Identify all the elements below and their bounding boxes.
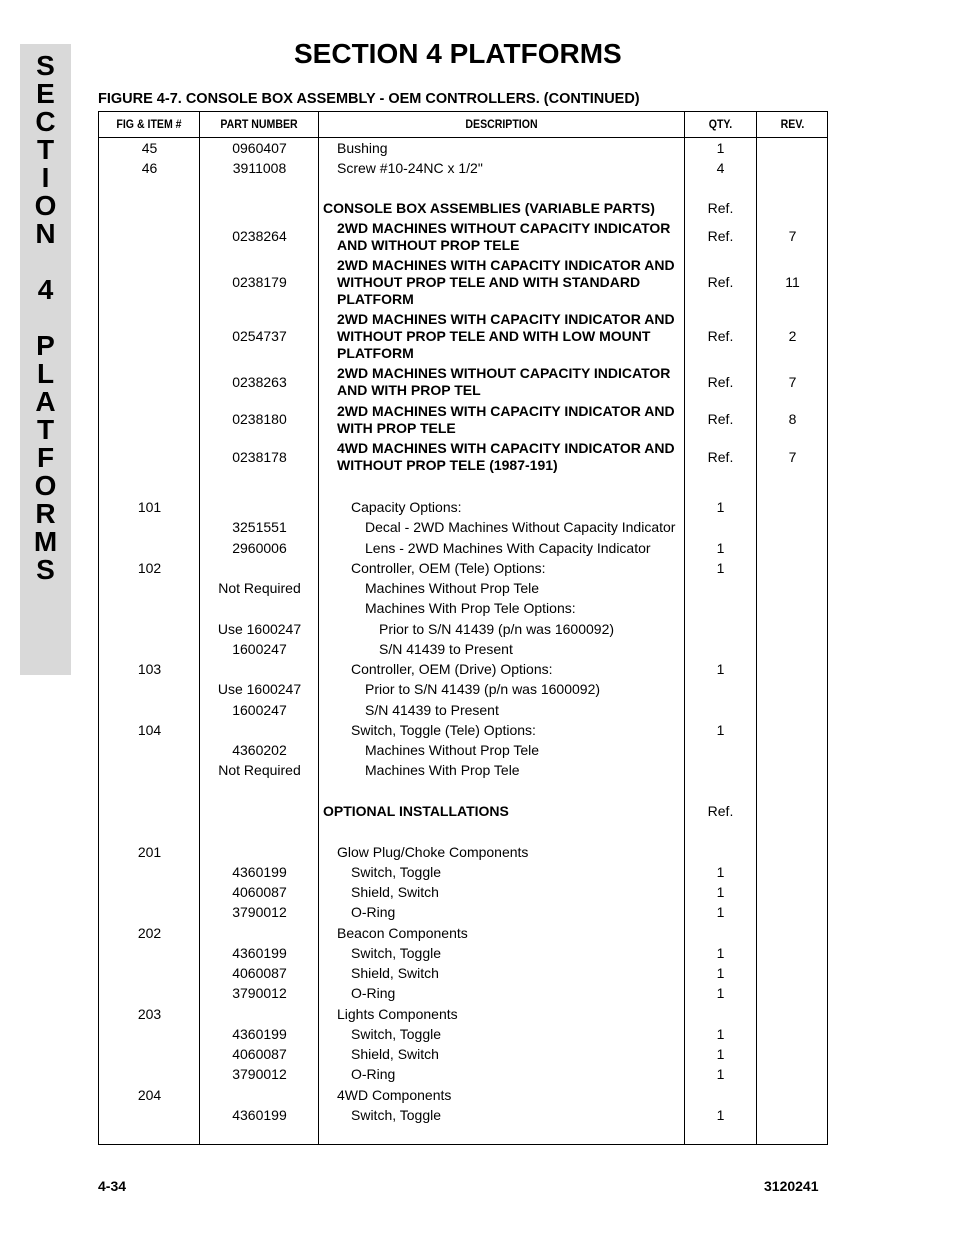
part-number-cell: 3790012 — [232, 904, 287, 920]
rev-cell — [757, 619, 828, 639]
qty-cell: 1 — [716, 721, 725, 738]
part-number-cell — [200, 923, 319, 943]
description-cell: Controller, OEM (Drive) Options: — [351, 660, 553, 677]
table-row — [99, 619, 827, 639]
qty-cell — [685, 923, 756, 943]
description-cell: Controller, OEM (Tele) Options: — [351, 559, 546, 576]
part-number-cell: 0238180 — [232, 411, 287, 427]
description-cell: Capacity Options: — [351, 498, 462, 515]
fig-item-cell — [99, 862, 200, 882]
table-row — [99, 438, 827, 476]
rev-cell — [757, 902, 828, 923]
table-row — [99, 740, 827, 760]
table-row — [99, 558, 827, 578]
rev-cell — [757, 558, 828, 578]
header-fig-item: FIG & ITEM # — [116, 117, 182, 131]
table-row — [99, 963, 827, 983]
table-row — [99, 943, 827, 963]
table-row — [99, 401, 827, 438]
parts-table — [98, 111, 828, 1145]
section-side-tab — [20, 44, 71, 675]
qty-cell — [685, 1085, 756, 1105]
rev-cell — [757, 538, 828, 558]
side-tab-letter: F — [36, 442, 55, 473]
part-number-cell: 4360199 — [232, 1106, 287, 1123]
part-number-cell: 4360202 — [232, 741, 287, 758]
figure-title: FIGURE 4-7. CONSOLE BOX ASSEMBLY - OEM CONTROLLERS. (CONTINUED) — [98, 91, 640, 107]
fig-item-cell — [99, 619, 200, 639]
fig-item-cell — [99, 598, 200, 619]
part-number-cell — [200, 842, 319, 862]
fig-item-cell: 102 — [137, 559, 162, 576]
fig-item-cell — [99, 1044, 200, 1064]
description-cell: 2WD MACHINES WITH CAPACITY INDICATOR AND WITH PROP TELE — [337, 402, 675, 436]
rev-cell — [757, 1044, 828, 1064]
fig-item-cell — [99, 639, 200, 659]
rev-cell — [757, 923, 828, 943]
side-tab-letter: M — [33, 526, 58, 557]
qty-cell: 1 — [716, 1066, 725, 1082]
description-cell: Prior to S/N 41439 (p/n was 1600092) — [365, 681, 601, 697]
table-row — [99, 1004, 827, 1024]
description-cell: Machines Without Prop Tele — [365, 579, 540, 596]
qty-cell: Ref. — [707, 273, 734, 290]
side-tab-letter: S — [36, 554, 55, 585]
table-row — [99, 760, 827, 781]
description-cell: 4WD MACHINES WITH CAPACITY INDICATOR AND WITHOUT PROP TELE (1987-191) — [337, 440, 675, 473]
qty-cell — [685, 517, 756, 538]
qty-cell — [685, 619, 756, 639]
qty-cell — [685, 679, 756, 700]
description-cell: S/N 41439 to Present — [379, 640, 513, 657]
side-tab-letter: C — [35, 106, 56, 137]
description-cell: Switch, Toggle — [351, 1025, 442, 1042]
rev-cell — [757, 862, 828, 882]
table-row — [99, 138, 827, 158]
rev-cell — [757, 1004, 828, 1024]
fig-item-cell: 204 — [137, 1086, 162, 1103]
table-row — [99, 1105, 827, 1125]
qty-cell: 4 — [716, 159, 725, 176]
section-title: SECTION 4 PLATFORMS — [294, 38, 622, 69]
fig-item-cell: 201 — [137, 843, 162, 860]
qty-cell: 1 — [716, 1025, 725, 1042]
part-number-cell: 4060087 — [232, 883, 287, 900]
description-cell: Lens - 2WD Machines With Capacity Indicator — [365, 539, 651, 556]
description-cell: O-Ring — [351, 904, 396, 920]
fig-item-cell: 46 — [141, 159, 158, 176]
rev-cell — [757, 1085, 828, 1105]
table-row — [99, 1044, 827, 1064]
part-number-cell: 0238264 — [232, 228, 287, 244]
qty-cell: 1 — [716, 660, 725, 677]
table-row — [99, 538, 827, 558]
qty-cell: Ref. — [707, 802, 734, 819]
table-row — [99, 882, 827, 902]
fig-item-cell: 101 — [137, 498, 162, 515]
side-tab-letter: 4 — [37, 274, 54, 305]
fig-item-cell: 45 — [141, 139, 158, 156]
table-row — [99, 862, 827, 882]
part-number-cell — [200, 598, 319, 619]
part-number-cell: 3790012 — [232, 985, 287, 1001]
description-cell: O-Ring — [351, 985, 396, 1001]
description-cell: Machines With Prop Tele — [365, 762, 520, 778]
side-tab-letter: S — [36, 50, 55, 81]
part-number-cell — [200, 659, 319, 679]
fig-item-cell — [99, 943, 200, 963]
part-number-cell: 2960006 — [232, 539, 287, 556]
side-tab-letter: E — [36, 78, 55, 109]
page-number: 4-34 — [98, 1178, 127, 1194]
table-row — [99, 801, 827, 821]
fig-item-cell — [99, 740, 200, 760]
side-tab-letter: T — [36, 414, 55, 445]
fig-item-cell — [99, 760, 200, 781]
description-cell: Beacon Components — [337, 924, 468, 941]
rev-cell — [757, 700, 828, 720]
rev-cell — [757, 740, 828, 760]
rev-cell — [757, 882, 828, 902]
qty-cell: 1 — [716, 559, 725, 576]
qty-cell — [685, 598, 756, 619]
qty-cell: 1 — [716, 883, 725, 900]
qty-cell: Ref. — [707, 448, 734, 465]
part-number-cell: 1600247 — [232, 701, 287, 718]
qty-cell — [685, 740, 756, 760]
qty-cell: 1 — [716, 964, 725, 981]
qty-cell: 1 — [716, 863, 725, 880]
description-cell: CONSOLE BOX ASSEMBLIES (VARIABLE PARTS) — [323, 199, 655, 216]
qty-cell — [685, 842, 756, 862]
rev-cell: 8 — [788, 411, 797, 427]
table-row — [99, 902, 827, 923]
rev-cell — [757, 578, 828, 598]
table-row — [99, 1024, 827, 1044]
qty-cell: 1 — [716, 985, 725, 1001]
header-qty: QTY. — [708, 117, 733, 131]
description-cell: Shield, Switch — [351, 964, 439, 981]
description-cell: Screw #10-24NC x 1/2" — [337, 159, 483, 176]
fig-item-cell: 203 — [137, 1005, 162, 1022]
qty-cell: Ref. — [707, 411, 734, 427]
part-number-cell: 3911008 — [232, 159, 287, 176]
rev-cell: 7 — [788, 448, 797, 465]
qty-cell: Ref. — [707, 373, 734, 390]
rev-cell — [757, 198, 828, 218]
description-cell: Switch, Toggle — [351, 944, 442, 961]
part-number-cell — [200, 198, 319, 218]
fig-item-cell — [99, 538, 200, 558]
description-cell: 4WD Components — [337, 1086, 452, 1103]
side-tab-letters — [20, 52, 71, 584]
description-cell: 2WD MACHINES WITHOUT CAPACITY INDICATOR AND WITHOUT PROP TELE — [337, 219, 671, 253]
table-row — [99, 1064, 827, 1085]
rev-cell: 2 — [788, 327, 797, 344]
part-number-cell: 0238179 — [232, 273, 287, 290]
rev-cell — [757, 943, 828, 963]
rev-cell — [757, 983, 828, 1004]
part-number-cell: 3251551 — [232, 519, 287, 535]
qty-cell: Ref. — [707, 199, 734, 216]
part-number-cell: 4360199 — [232, 1025, 287, 1042]
fig-item-cell — [99, 963, 200, 983]
fig-item-cell — [99, 198, 200, 218]
fig-item-cell — [99, 438, 200, 476]
part-number-cell — [200, 558, 319, 578]
rev-cell — [757, 679, 828, 700]
qty-cell — [685, 639, 756, 659]
rev-cell — [757, 517, 828, 538]
part-number-cell: 0238263 — [232, 373, 287, 390]
description-cell: Switch, Toggle — [351, 863, 442, 880]
fig-item-cell — [99, 882, 200, 902]
description-cell: Glow Plug/Choke Components — [337, 843, 529, 860]
part-number-cell: 4060087 — [232, 964, 287, 981]
table-row — [99, 218, 827, 255]
side-tab-letter: A — [35, 386, 56, 417]
qty-cell: 1 — [716, 539, 725, 556]
fig-item-cell — [99, 255, 200, 309]
fig-item-cell — [99, 309, 200, 363]
table-row — [99, 659, 827, 679]
fig-item-cell — [99, 983, 200, 1004]
table-row — [99, 158, 827, 178]
qty-cell: Ref. — [707, 327, 734, 344]
fig-item-cell — [99, 1105, 200, 1125]
side-tab-letter: N — [35, 218, 56, 249]
side-tab-letter: I — [41, 162, 50, 193]
qty-cell — [685, 578, 756, 598]
qty-cell — [685, 700, 756, 720]
qty-cell: 1 — [716, 1106, 725, 1123]
rev-cell — [757, 963, 828, 983]
description-cell: Shield, Switch — [351, 1045, 439, 1062]
rev-cell — [757, 497, 828, 517]
rev-cell — [757, 659, 828, 679]
table-row — [99, 255, 827, 309]
description-cell: Switch, Toggle — [351, 1106, 442, 1123]
table-row — [99, 198, 827, 218]
part-number-cell: Not Required — [218, 579, 301, 596]
table-row — [99, 598, 827, 619]
rev-cell — [757, 1105, 828, 1125]
part-number-cell: 1600247 — [232, 640, 287, 657]
table-row — [99, 700, 827, 720]
part-number-cell: 0238178 — [232, 448, 287, 465]
part-number-cell: Use 1600247 — [217, 620, 302, 637]
table-row — [99, 309, 827, 363]
part-number-cell: 3790012 — [232, 1066, 287, 1082]
fig-item-cell — [99, 902, 200, 923]
side-tab-letter: R — [35, 498, 56, 529]
description-cell: Machines Without Prop Tele — [365, 741, 540, 758]
description-cell: OPTIONAL INSTALLATIONS — [323, 802, 509, 819]
fig-item-cell — [99, 801, 200, 821]
table-row — [99, 578, 827, 598]
qty-cell: 1 — [716, 944, 725, 961]
table-row — [99, 363, 827, 401]
description-cell: Lights Components — [337, 1005, 458, 1022]
rev-cell — [757, 598, 828, 619]
rev-cell: 7 — [788, 373, 797, 390]
header-part-number: PART NUMBER — [220, 117, 298, 131]
description-cell: Shield, Switch — [351, 883, 439, 900]
description-cell: Switch, Toggle (Tele) Options: — [351, 721, 536, 738]
description-cell: 2WD MACHINES WITH CAPACITY INDICATOR AND WITHOUT PROP TELE AND WITH LOW MOUNT PLATFORM — [337, 310, 675, 361]
description-cell: 2WD MACHINES WITH CAPACITY INDICATOR AND WITHOUT PROP TELE AND WITH STANDARD PLATFORM — [337, 256, 675, 307]
part-number-cell — [200, 1004, 319, 1024]
table-row — [99, 720, 827, 740]
table-row — [99, 842, 827, 862]
qty-cell: 1 — [716, 139, 725, 156]
rev-cell — [757, 1024, 828, 1044]
qty-cell — [685, 1004, 756, 1024]
rev-cell — [757, 801, 828, 821]
qty-cell: 1 — [716, 1045, 725, 1062]
part-number-cell: 0254737 — [232, 327, 287, 344]
rev-cell: 7 — [788, 228, 797, 244]
part-number-cell: 4360199 — [232, 863, 287, 880]
rev-cell — [757, 760, 828, 781]
rev-cell — [757, 842, 828, 862]
qty-cell — [685, 760, 756, 781]
qty-cell: 1 — [716, 904, 725, 920]
description-cell: S/N 41439 to Present — [365, 701, 499, 718]
part-number-cell: Not Required — [218, 762, 301, 778]
table-header-row — [99, 112, 827, 138]
part-number-cell — [200, 1085, 319, 1105]
fig-item-cell: 103 — [137, 660, 162, 677]
description-cell: Decal - 2WD Machines Without Capacity Indicator — [365, 519, 676, 535]
rev-cell — [757, 158, 828, 178]
document-number: 3120241 — [764, 1178, 819, 1194]
rev-cell — [757, 138, 828, 158]
side-tab-letter: O — [34, 470, 57, 501]
table-row — [99, 983, 827, 1004]
fig-item-cell — [99, 679, 200, 700]
table-row — [99, 679, 827, 700]
fig-item-cell — [99, 218, 200, 255]
rev-cell — [757, 1064, 828, 1085]
qty-cell: 1 — [716, 498, 725, 515]
description-cell: Bushing — [337, 139, 388, 156]
description-cell: 2WD MACHINES WITHOUT CAPACITY INDICATOR AND WITH PROP TEL — [337, 365, 671, 398]
fig-item-cell — [99, 1064, 200, 1085]
qty-cell: Ref. — [707, 228, 734, 244]
table-row — [99, 517, 827, 538]
fig-item-cell — [99, 517, 200, 538]
side-tab-letter: L — [36, 358, 55, 389]
rev-cell — [757, 639, 828, 659]
rev-cell — [757, 720, 828, 740]
fig-item-cell — [99, 700, 200, 720]
table-row — [99, 923, 827, 943]
part-number-cell: 0960407 — [232, 139, 287, 156]
part-number-cell: Use 1600247 — [217, 681, 302, 697]
part-number-cell: 4060087 — [232, 1045, 287, 1062]
description-cell: Prior to S/N 41439 (p/n was 1600092) — [379, 620, 615, 637]
fig-item-cell: 202 — [137, 924, 162, 941]
table-row — [99, 639, 827, 659]
header-description: DESCRIPTION — [465, 117, 538, 131]
part-number-cell — [200, 720, 319, 740]
part-number-cell: 4360199 — [232, 944, 287, 961]
fig-item-cell — [99, 363, 200, 401]
fig-item-cell — [99, 401, 200, 438]
side-tab-letter: P — [36, 330, 55, 361]
fig-item-cell — [99, 578, 200, 598]
rev-cell: 11 — [785, 273, 800, 290]
description-cell: Machines With Prop Tele Options: — [365, 600, 576, 616]
fig-item-cell — [99, 1024, 200, 1044]
part-number-cell — [200, 497, 319, 517]
part-number-cell — [200, 801, 319, 821]
table-row — [99, 497, 827, 517]
description-cell: O-Ring — [351, 1066, 396, 1082]
fig-item-cell: 104 — [137, 721, 162, 738]
header-rev: REV. — [780, 117, 805, 131]
table-row — [99, 1085, 827, 1105]
side-tab-letter: T — [36, 134, 55, 165]
side-tab-letter: O — [34, 190, 57, 221]
